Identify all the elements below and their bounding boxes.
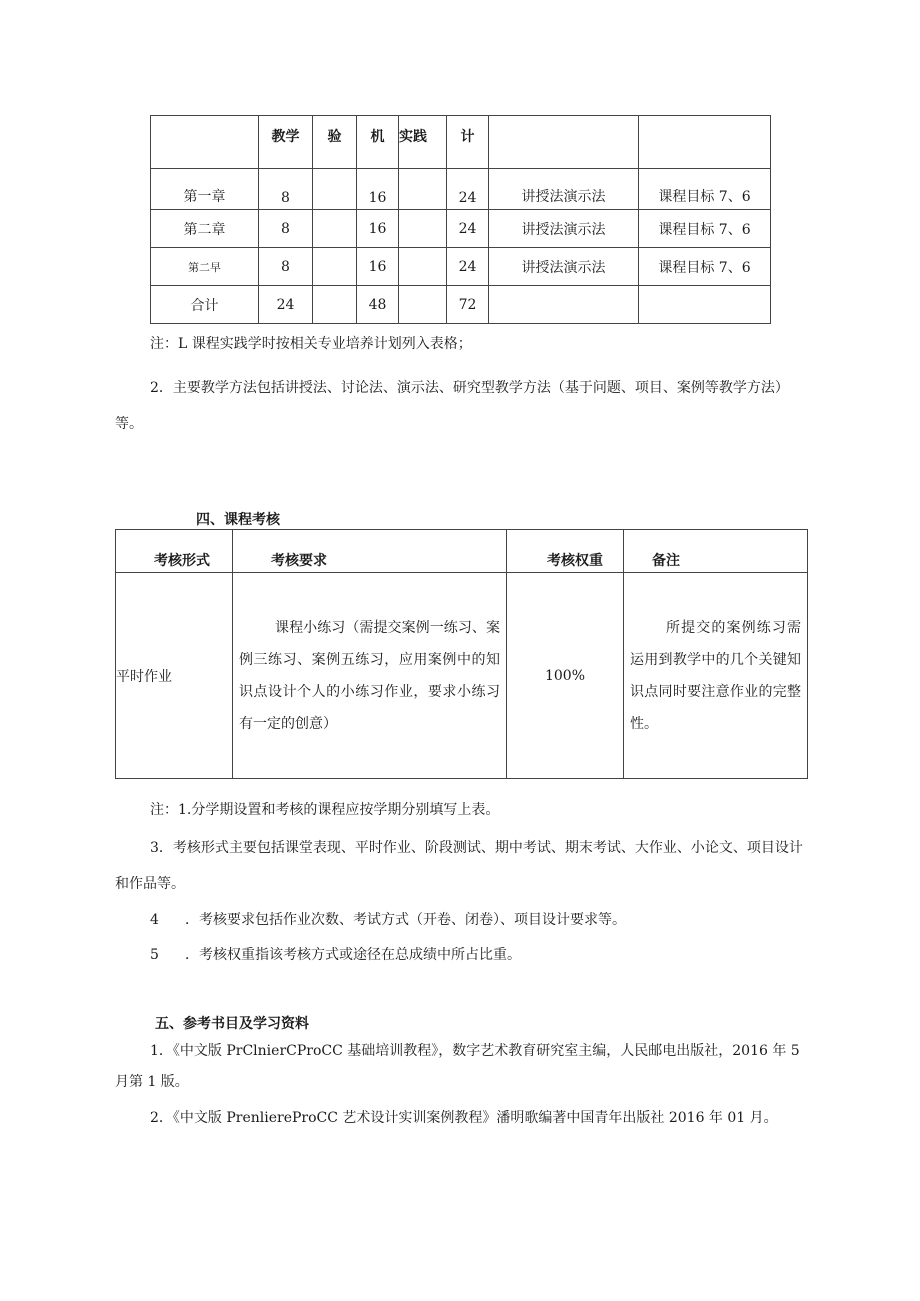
note-semester: 注：1.分学期设置和考核的课程应按学期分别填写上表。: [150, 802, 500, 818]
table-cell: 课程目标 7、6: [639, 248, 771, 286]
table-cell: 课程目标 7、6: [639, 210, 771, 248]
assessment-remark-cell: [624, 573, 808, 779]
header-weight: 考核权重: [507, 530, 624, 573]
table-row: [151, 248, 771, 286]
table-cell: 16: [357, 169, 399, 210]
header-cell: 实践: [399, 116, 447, 169]
table-cell: 24: [447, 248, 489, 286]
table-cell: 16: [357, 248, 399, 286]
table-cell: [313, 210, 357, 248]
header-remark: 备注: [624, 530, 808, 573]
table-cell: 第二早: [151, 248, 259, 286]
reference-2: 2．《中文版 PrenliereProCC 艺术设计实训案例教程》潘明歌编著中国青年出版社 2016 年 01 月。: [150, 1110, 778, 1126]
table-cell: 24: [447, 169, 489, 210]
table-cell: 第一章: [151, 169, 259, 210]
table-cell: 16: [357, 210, 399, 248]
assessment-requirement-text: 课程小练习（需提交案例一练习、案例三练习、案例五练习，应用案例中的知识点设计个人的小练习作业，要求小练习有一定的创意）: [239, 619, 500, 732]
table-cell: [313, 286, 357, 324]
header-form: 考核形式: [116, 530, 233, 573]
table-cell: 讲授法演示法: [489, 248, 639, 286]
header-cell: [489, 116, 639, 169]
table-cell: 24: [259, 286, 313, 324]
section-5-title: 五、参考书目及学习资料: [155, 1016, 309, 1032]
table-cell: [399, 286, 447, 324]
assessment-header-row: [116, 530, 808, 573]
header-cell: 验: [313, 116, 357, 169]
table-cell: 48: [357, 286, 399, 324]
table-row: [116, 573, 808, 779]
table-cell: 课程目标 7、6: [639, 169, 771, 210]
header-cell: 计: [447, 116, 489, 169]
hours-table: [150, 115, 771, 324]
header-cell: 机: [357, 116, 399, 169]
table-cell: 讲授法演示法: [489, 210, 639, 248]
table-cell: 72: [447, 286, 489, 324]
note-4-text: ．考核要求包括作业次数、考试方式（开卷、闭卷）、项目设计要求等。: [185, 912, 626, 928]
section-4-title: 四、课程考核: [196, 512, 280, 528]
note-5-number: 5: [150, 947, 159, 963]
table-cell: 讲授法演示法: [489, 169, 639, 210]
table-row: [151, 286, 771, 324]
note-5-text: ．考核权重指该考核方式或途径在总成绩中所占比重。: [185, 947, 521, 963]
table-cell: [313, 248, 357, 286]
table-cell: 8: [259, 169, 313, 210]
table-cell: 8: [259, 210, 313, 248]
table-cell: 第二章: [151, 210, 259, 248]
header-cell: [639, 116, 771, 169]
table-row: [151, 169, 771, 210]
table-cell: [313, 169, 357, 210]
hours-header-row: [151, 116, 771, 169]
header-requirement: 考核要求: [233, 530, 507, 573]
assessment-remark-text: 所提交的案例练习需运用到教学中的几个关键知识点同时要注意作业的完整性。: [630, 619, 801, 732]
table-cell: [489, 286, 639, 324]
table-cell: [399, 210, 447, 248]
table-cell: [399, 169, 447, 210]
table-cell: [639, 286, 771, 324]
table-cell: [399, 248, 447, 286]
table-cell: 8: [259, 248, 313, 286]
note-teaching-methods: 2．主要教学方法包括讲授法、讨论法、演示法、研究型教学方法（基于问题、项目、案例等教学方法）等。: [115, 380, 789, 432]
header-cell: [151, 116, 259, 169]
assessment-requirement-cell: [233, 573, 507, 779]
table-row: [151, 210, 771, 248]
reference-1: 1．《中文版 PrClnierCProCC 基础培训教程》，数字艺术教育研究室主编，人民邮电出版社，2016 年 5 月第 1 版。: [115, 1043, 800, 1090]
note-assessment-forms: 3．考核形式主要包括课堂表现、平时作业、阶段测试、期中考试、期末考试、大作业、小论文、项目设计和作品等。: [115, 840, 803, 892]
note-practice-hours: 注：L 课程实践学时按相关专业培养计划列入表格；: [150, 336, 472, 352]
table-cell: 24: [447, 210, 489, 248]
assessment-form-cell: 平时作业: [116, 573, 233, 779]
table-cell: 合计: [151, 286, 259, 324]
assessment-table: [115, 529, 808, 779]
note-4-number: 4: [150, 912, 159, 928]
assessment-weight-cell: 100%: [507, 573, 624, 779]
header-cell: 教学: [259, 116, 313, 169]
